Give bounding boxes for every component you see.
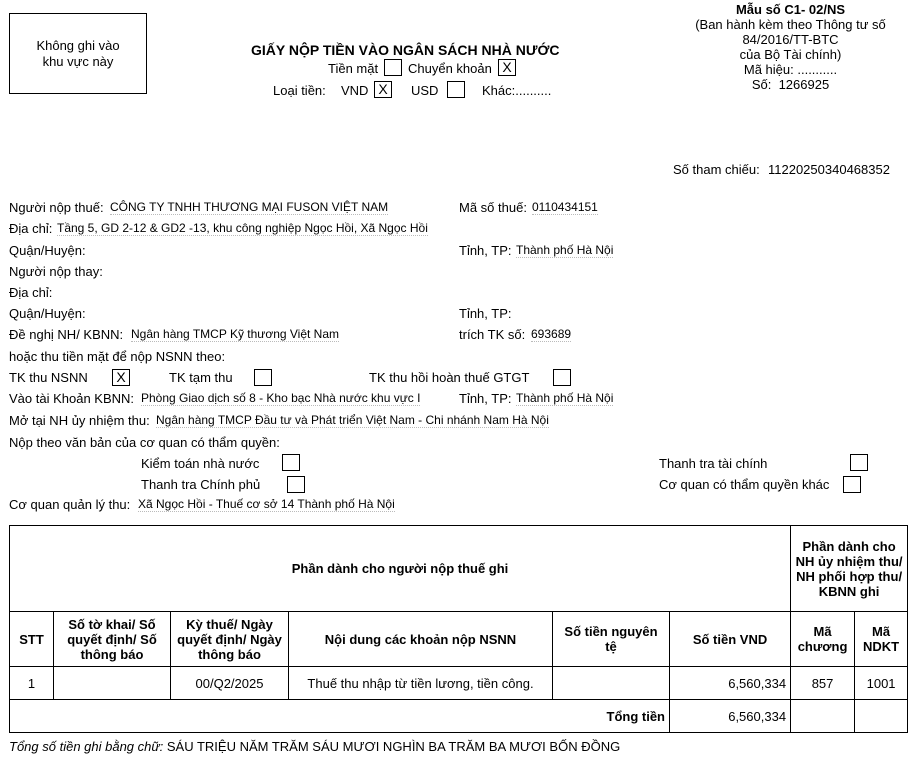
kbnn-value: Phòng Giao dịch số 8 - Kho bạc Nhà nước khu vực I [141, 391, 421, 405]
form-code: Mã hiệu: ........... [743, 62, 838, 77]
finance-inspect-checkbox[interactable] [850, 454, 868, 471]
row-chuong: 857 [791, 667, 855, 700]
header-period: Kỳ thuế/ Ngày quyết định/ Ngày thông báo [171, 612, 289, 667]
address-label: Địa chỉ: [9, 221, 53, 236]
payer-section-header: Phần dành cho người nộp thuế ghi [10, 526, 791, 612]
row-declaration [54, 667, 171, 700]
tk-tam-thu-checkbox[interactable] [254, 369, 272, 386]
vnd-checkbox[interactable]: X [374, 81, 392, 98]
other-authority-checkbox[interactable] [843, 476, 861, 493]
tk-nsnn-checkbox[interactable]: X [112, 369, 130, 386]
tk-gtgt-checkbox[interactable] [553, 369, 571, 386]
audit-label: Kiểm toán nhà nước [141, 456, 260, 471]
vnd-label: VND [341, 83, 369, 98]
issued-line1: (Ban hành kèm theo Thông tư số [695, 17, 886, 32]
reserved-area-line1: Không ghi vào [36, 37, 120, 53]
row-ndkt: 1001 [855, 667, 908, 700]
total-ndkt [855, 700, 908, 733]
usd-checkbox[interactable] [447, 81, 465, 98]
cash-payment-line: hoặc thu tiền mặt để nộp NSNN theo: [9, 349, 226, 364]
transfer-label: Chuyển khoản [408, 61, 492, 76]
row-stt: 1 [10, 667, 54, 700]
district-label: Quận/Huyện: [9, 243, 86, 258]
issued-line3: của Bộ Tài chính) [739, 47, 842, 62]
amount-in-words [9, 739, 620, 754]
row-period: 00/Q2/2025 [171, 667, 289, 700]
kbnn-label: Vào tài Khoản KBNN: [9, 391, 135, 406]
form-number-block [688, 2, 893, 92]
amount-in-words-value: SÁU TRIỆU NĂM TRĂM SÁU MƯƠI NGHÌN BA TRĂM BA MƯƠI BỐN ĐỒNG [166, 739, 621, 754]
total-label: Tổng tiền [10, 700, 670, 733]
bank-section-header: Phần dành cho NH ủy nhiệm thu/ NH phối hợp thu/ KBNN ghi [791, 526, 908, 612]
bank-label: Đề nghị NH/ KBNN: [9, 327, 124, 342]
header-content: Nội dung các khoản nộp NSNN [289, 612, 553, 667]
other-authority-label: Cơ quan có thẩm quyền khác [659, 477, 830, 492]
manager-value: Xã Ngọc Hồi - Thuế cơ sở 14 Thành phố Hà Nội [138, 497, 395, 511]
document-title: GIẤY NỘP TIỀN VÀO NGÂN SÁCH NHÀ NƯỚC [251, 42, 560, 58]
row-vnd-amount: 6,560,334 [670, 667, 791, 700]
gov-inspect-label: Thanh tra Chính phủ [141, 477, 261, 492]
header-stt: STT [10, 612, 54, 667]
kbnn-province-value: Thành phố Hà Nội [516, 391, 614, 405]
total-row [10, 700, 908, 733]
so-value: 1266925 [778, 77, 830, 92]
header-ndkt: Mã NDKT [855, 612, 908, 667]
usd-label: USD [411, 83, 439, 98]
header-declaration: Số tờ khai/ Số quyết định/ Số thông báo [54, 612, 171, 667]
other-currency-label: Khác:.......... [482, 83, 552, 98]
tk-tam-thu-label: TK tạm thu [169, 370, 233, 385]
tk-nsnn-label: TK thu NSNN [9, 370, 88, 385]
manager-label: Cơ quan quản lý thu: [9, 497, 131, 512]
table-row [10, 667, 908, 700]
authority-label: Nộp theo văn bản của cơ quan có thẩm quyền: [9, 435, 280, 450]
header-foreign-amount: Số tiền nguyên tệ [553, 612, 670, 667]
tax-code-label: Mã số thuế: [459, 200, 527, 215]
proxy-district-label: Quận/Huyện: [9, 306, 86, 321]
cash-checkbox[interactable] [384, 59, 402, 76]
reference-value: 11220250340468352 [768, 162, 890, 177]
transfer-checkbox[interactable]: X [498, 59, 516, 76]
proxy-payer-label: Người nộp thay: [9, 264, 103, 279]
account-label: trích TK số: [459, 327, 526, 342]
gov-inspect-checkbox[interactable] [287, 476, 305, 493]
audit-checkbox[interactable] [282, 454, 300, 471]
header-chuong: Mã chương [791, 612, 855, 667]
payment-table [9, 525, 908, 733]
bank-value: Ngân hàng TMCP Kỹ thương Việt Nam [131, 327, 340, 341]
form-number: Mẫu số C1- 02/NS [735, 2, 846, 17]
province-label: Tỉnh, TP: [459, 243, 512, 258]
proxy-province-label: Tỉnh, TP: [459, 306, 512, 321]
reference-label: Số tham chiếu: [673, 162, 760, 177]
province-value: Thành phố Hà Nội [516, 243, 614, 257]
tk-gtgt-label: TK thu hồi hoàn thuế GTGT [369, 370, 530, 385]
so-label: Số: [751, 77, 772, 92]
account-value: 693689 [531, 327, 572, 341]
cash-label: Tiền mặt [328, 61, 379, 76]
currency-label: Loại tiền: [273, 83, 326, 98]
header-vnd-amount: Số tiền VND [670, 612, 791, 667]
reserved-area-line2: khu vực này [42, 53, 114, 69]
issued-line2: 84/2016/TT-BTC [742, 32, 839, 47]
address-value: Tầng 5, GD 2-12 & GD2 -13, khu công nghiệp Ngọc Hồi, Xã Ngọc Hồi [57, 221, 428, 235]
payer-name-label: Người nộp thuế: [9, 200, 104, 215]
tax-code-value: 0110434151 [532, 200, 598, 214]
amount-in-words-label: Tổng số tiền ghi bằng chữ: [9, 739, 164, 754]
finance-inspect-label: Thanh tra tài chính [659, 456, 768, 471]
open-bank-label: Mở tại NH ủy nhiệm thu: [9, 413, 150, 428]
open-bank-value: Ngân hàng TMCP Đầu tư và Phát triển Việt Nam - Chi nhánh Nam Hà Nội [156, 413, 549, 427]
reserved-area-box [9, 13, 147, 94]
total-vnd: 6,560,334 [670, 700, 791, 733]
payer-name-value: CÔNG TY TNHH THƯƠNG MẠI FUSON VIỆT NAM [110, 200, 389, 214]
kbnn-province-label: Tỉnh, TP: [459, 391, 512, 406]
proxy-address-label: Địa chỉ: [9, 285, 53, 300]
row-foreign-amount [553, 667, 670, 700]
row-content: Thuế thu nhập từ tiền lương, tiền công. [289, 667, 553, 700]
total-chuong [791, 700, 855, 733]
